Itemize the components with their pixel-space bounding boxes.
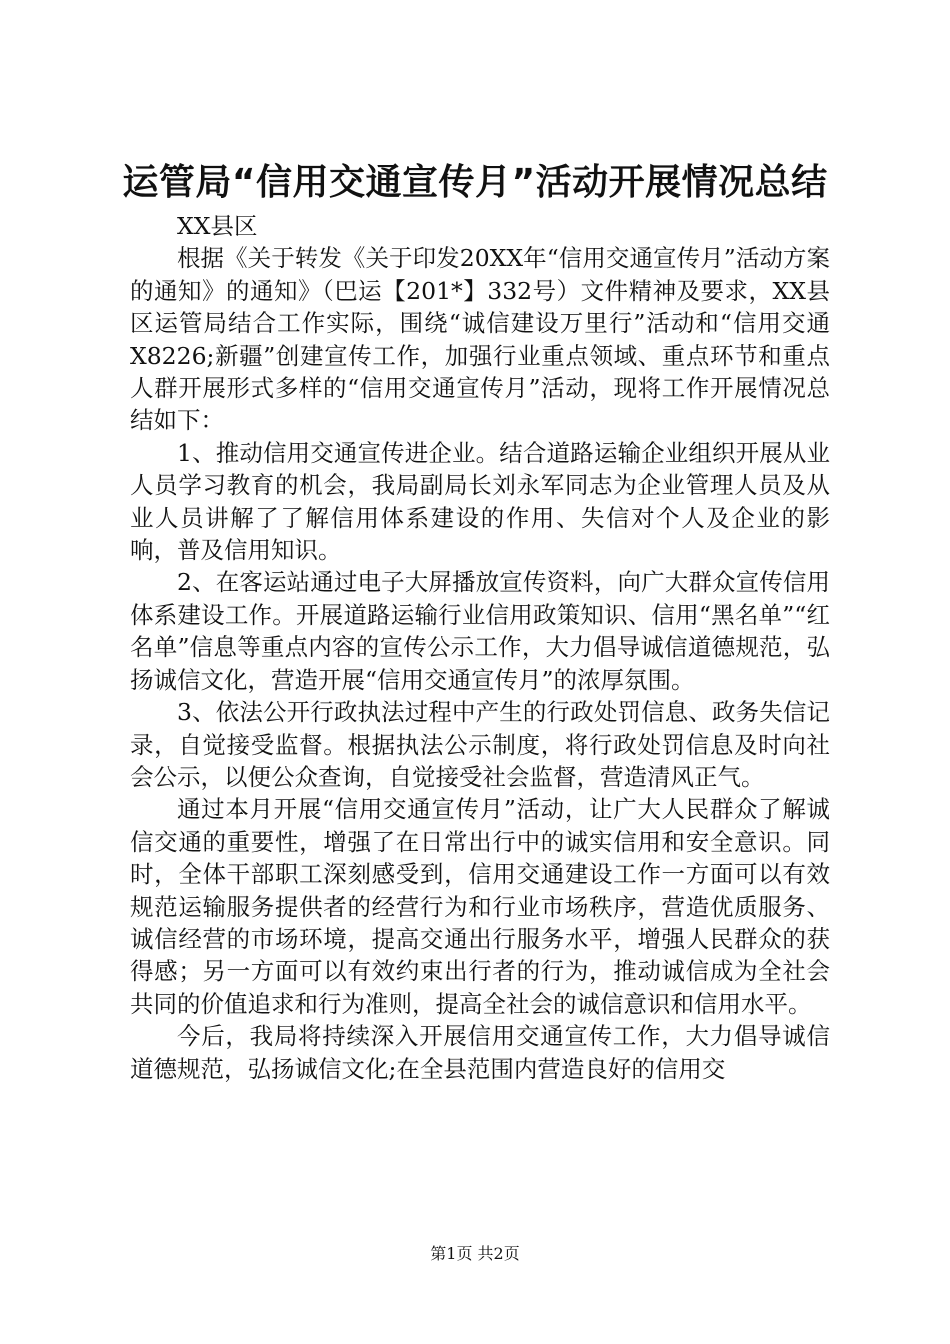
paragraph-item-1: 1、推动信用交通宣传进企业。结合道路运输企业组织开展从业人员学习教育的机会，我局副局长刘永军同志为企业管理人员及从业人员讲解了了解信用体系建设的作用、失信对个人及企业的影响，普及信用知识。 bbox=[130, 438, 830, 565]
document-title: 运管局“信用交通宣传月”活动开展情况总结 bbox=[122, 162, 828, 203]
paragraph-item-3: 3、依法公开行政执法过程中产生的行政处罚信息、政务失信记录，自觉接受监督。根据执法公示制度，将行政处罚信息及时向社会公示，以便公众查询，自觉接受社会监督，营造清风正气。 bbox=[130, 698, 830, 791]
document-body bbox=[130, 210, 830, 1085]
paragraph-intro: 根据《关于转发《关于印发20XX年“信用交通宣传月”活动方案的通知》的通知》（巴运【201*】332号）文件精神及要求，XX县区运管局结合工作实际，围绕“诚信建设万里行”活动和“信用交通X8226;新疆”创建宣传工作，加强行业重点领域、重点环节和重点人群开展形式多样的“信用交通宣传月”活动，现将工作开展情况总结如下： bbox=[130, 244, 830, 435]
paragraph-outlook: 今后，我局将持续深入开展信用交通宣传工作，大力倡导诚信道德规范，弘扬诚信文化;在全县范围内营造良好的信用交 bbox=[130, 1022, 830, 1083]
paragraph-item-2: 2、在客运站通过电子大屏播放宣传资料，向广大群众宣传信用体系建设工作。开展道路运输行业信用政策知识、信用“黑名单”“红名单”信息等重点内容的宣传公示工作，大力倡导诚信道德规范，弘扬诚信文化，营造开展“信用交通宣传月”的浓厚氛围。 bbox=[130, 568, 830, 694]
paragraph-summary: 通过本月开展“信用交通宣传月”活动，让广大人民群众了解诚信交通的重要性，增强了在日常出行中的诚实信用和安全意识。同时，全体干部职工深刻感受到，信用交通建设工作一方面可以有效规范运输服务提供者的经营行为和行业市场秩序，营造优质服务、诚信经营的市场环境，提高交通出行服务水平，增强人民群众的获得感；另一方面可以有效约束出行者的行为，推动诚信成为全社会共同的价值追求和行为准则，提高全社会的诚信意识和信用水平。 bbox=[130, 795, 830, 1018]
region-line: XX县区 bbox=[177, 212, 258, 240]
page-number: 第1页 共2页 bbox=[430, 1244, 520, 1263]
